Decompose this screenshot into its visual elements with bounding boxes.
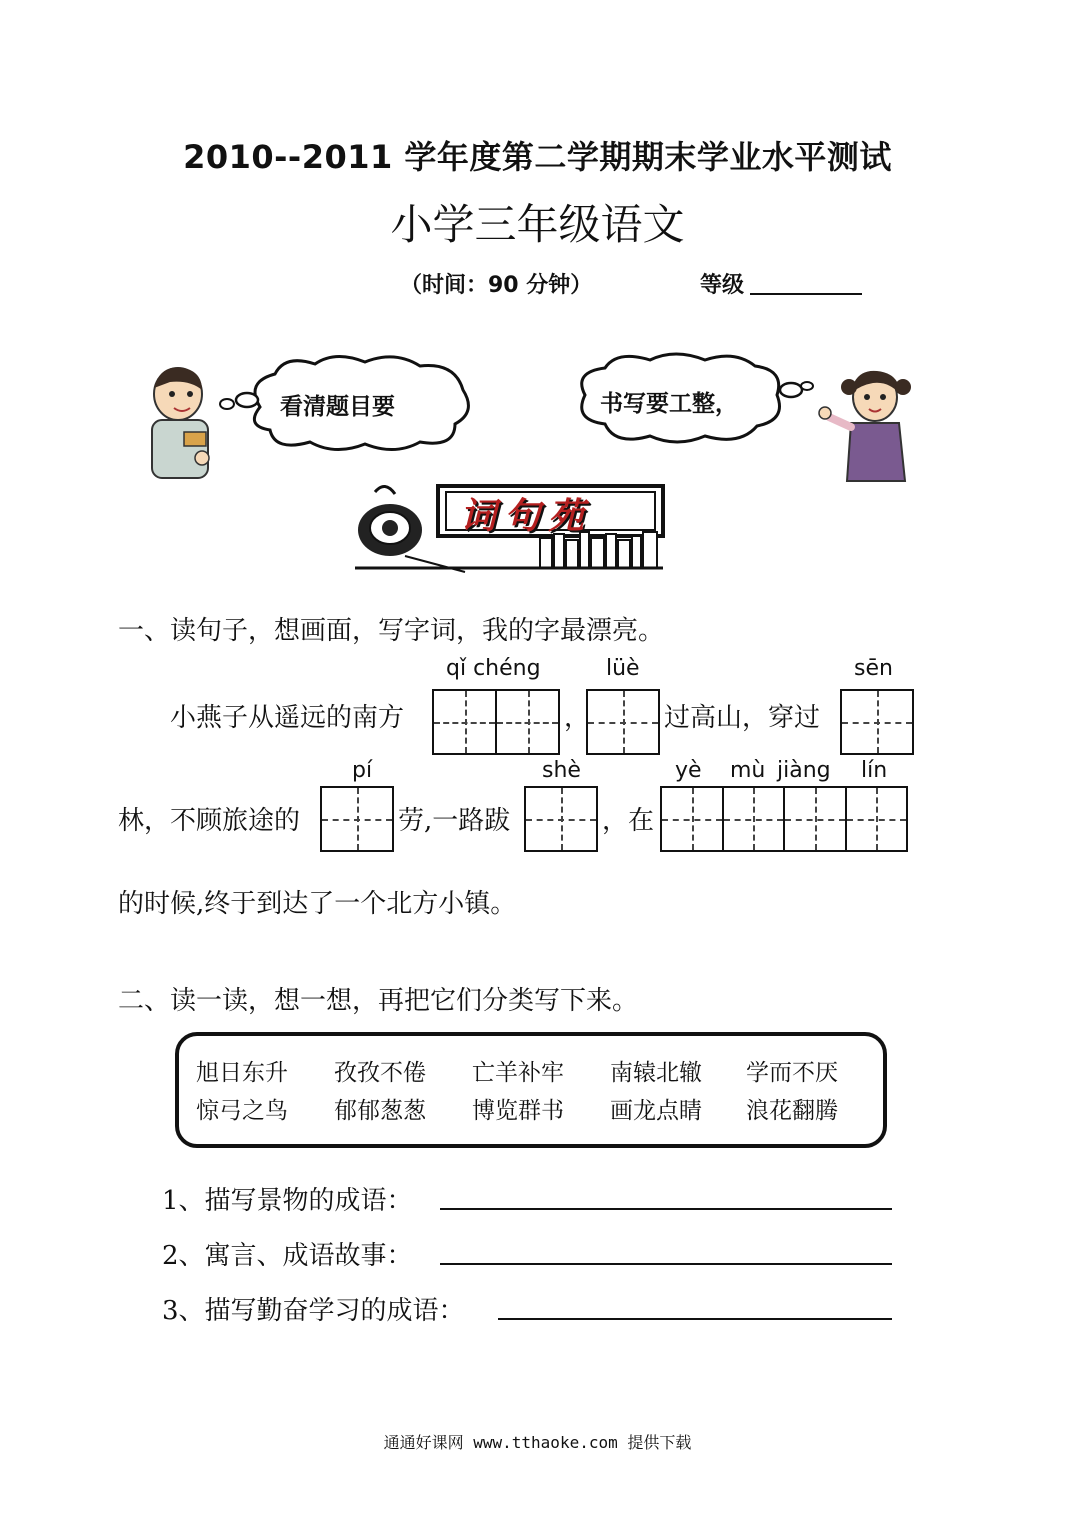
section1-heading: 一、读句子，想画面，写字词，我的字最漂亮。 — [118, 616, 665, 646]
idiom-item: 画龙点睛 — [610, 1098, 702, 1124]
pinyin-sen: sēn — [854, 656, 893, 681]
answer-grid-sen[interactable] — [840, 689, 914, 755]
exam-time: （时间：90 分钟） — [400, 273, 593, 298]
sentence-line1-b: ， — [564, 703, 591, 733]
section2-heading: 二、读一读，想一想，再把它们分类写下来。 — [118, 986, 639, 1016]
idiom-item: 惊弓之鸟 — [196, 1098, 288, 1124]
banner-title: 词句苑 — [460, 496, 593, 537]
question-2-answer-line[interactable] — [440, 1263, 892, 1265]
answer-grid-qicheng[interactable] — [432, 689, 560, 755]
answer-grid-pi[interactable] — [320, 786, 394, 852]
pinyin-jiang: jiàng — [777, 758, 831, 783]
sentence-line2-a: 林，不顾旅途的 — [118, 806, 301, 836]
sentence-line2-b: 劳,一路跋 — [398, 806, 511, 836]
sentence-line2-c: ，在 — [602, 806, 655, 836]
pinyin-pi: pí — [352, 758, 373, 783]
left-bubble-text: 看清题目要 — [280, 394, 395, 420]
answer-grid-she[interactable] — [524, 786, 598, 852]
idiom-item: 郁郁葱葱 — [334, 1098, 426, 1124]
pinyin-lue: lüè — [606, 656, 640, 681]
grade-blank[interactable] — [750, 293, 862, 295]
idiom-item: 浪花翻腾 — [746, 1098, 838, 1124]
subject-title: 小学三年级语文 — [390, 200, 685, 249]
sentence-line1-c: 过高山，穿过 — [664, 703, 821, 733]
sentence-line3: 的时候,终于到达了一个北方小镇。 — [118, 889, 517, 919]
idiom-item: 南辕北辙 — [610, 1060, 702, 1086]
idiom-item: 旭日东升 — [196, 1060, 288, 1086]
pinyin-she: shè — [542, 758, 581, 783]
question-3-label: 3、描写勤奋学习的成语： — [162, 1296, 465, 1326]
right-bubble-text: 书写要工整， — [600, 391, 738, 417]
girl-illustration — [815, 365, 925, 483]
exam-title: 2010--2011 学年度第二学期期末学业水平测试 — [183, 138, 892, 176]
question-1-answer-line[interactable] — [440, 1208, 892, 1210]
idiom-item: 孜孜不倦 — [334, 1060, 426, 1086]
sentence-line1-a: 小燕子从遥远的南方 — [170, 703, 405, 733]
question-1-label: 1、描写景物的成语： — [162, 1186, 413, 1216]
question-2-label: 2、寓言、成语故事： — [162, 1241, 413, 1271]
idiom-item: 亡羊补牢 — [472, 1060, 564, 1086]
page-footer: 通通好课网 www.tthaoke.com 提供下载 — [383, 1433, 692, 1452]
answer-grid-yemujianglin[interactable] — [660, 786, 908, 852]
answer-grid-lue[interactable] — [586, 689, 660, 755]
pinyin-lin: lín — [861, 758, 888, 783]
pinyin-ye: yè — [675, 758, 702, 783]
idiom-box — [175, 1032, 887, 1148]
pinyin-mu: mù — [730, 758, 766, 783]
idiom-item: 博览群书 — [472, 1098, 564, 1124]
question-3-answer-line[interactable] — [498, 1318, 892, 1320]
pinyin-qicheng: qǐ chéng — [446, 656, 541, 681]
idiom-item: 学而不厌 — [746, 1060, 838, 1086]
grade-label: 等级 — [700, 273, 745, 298]
